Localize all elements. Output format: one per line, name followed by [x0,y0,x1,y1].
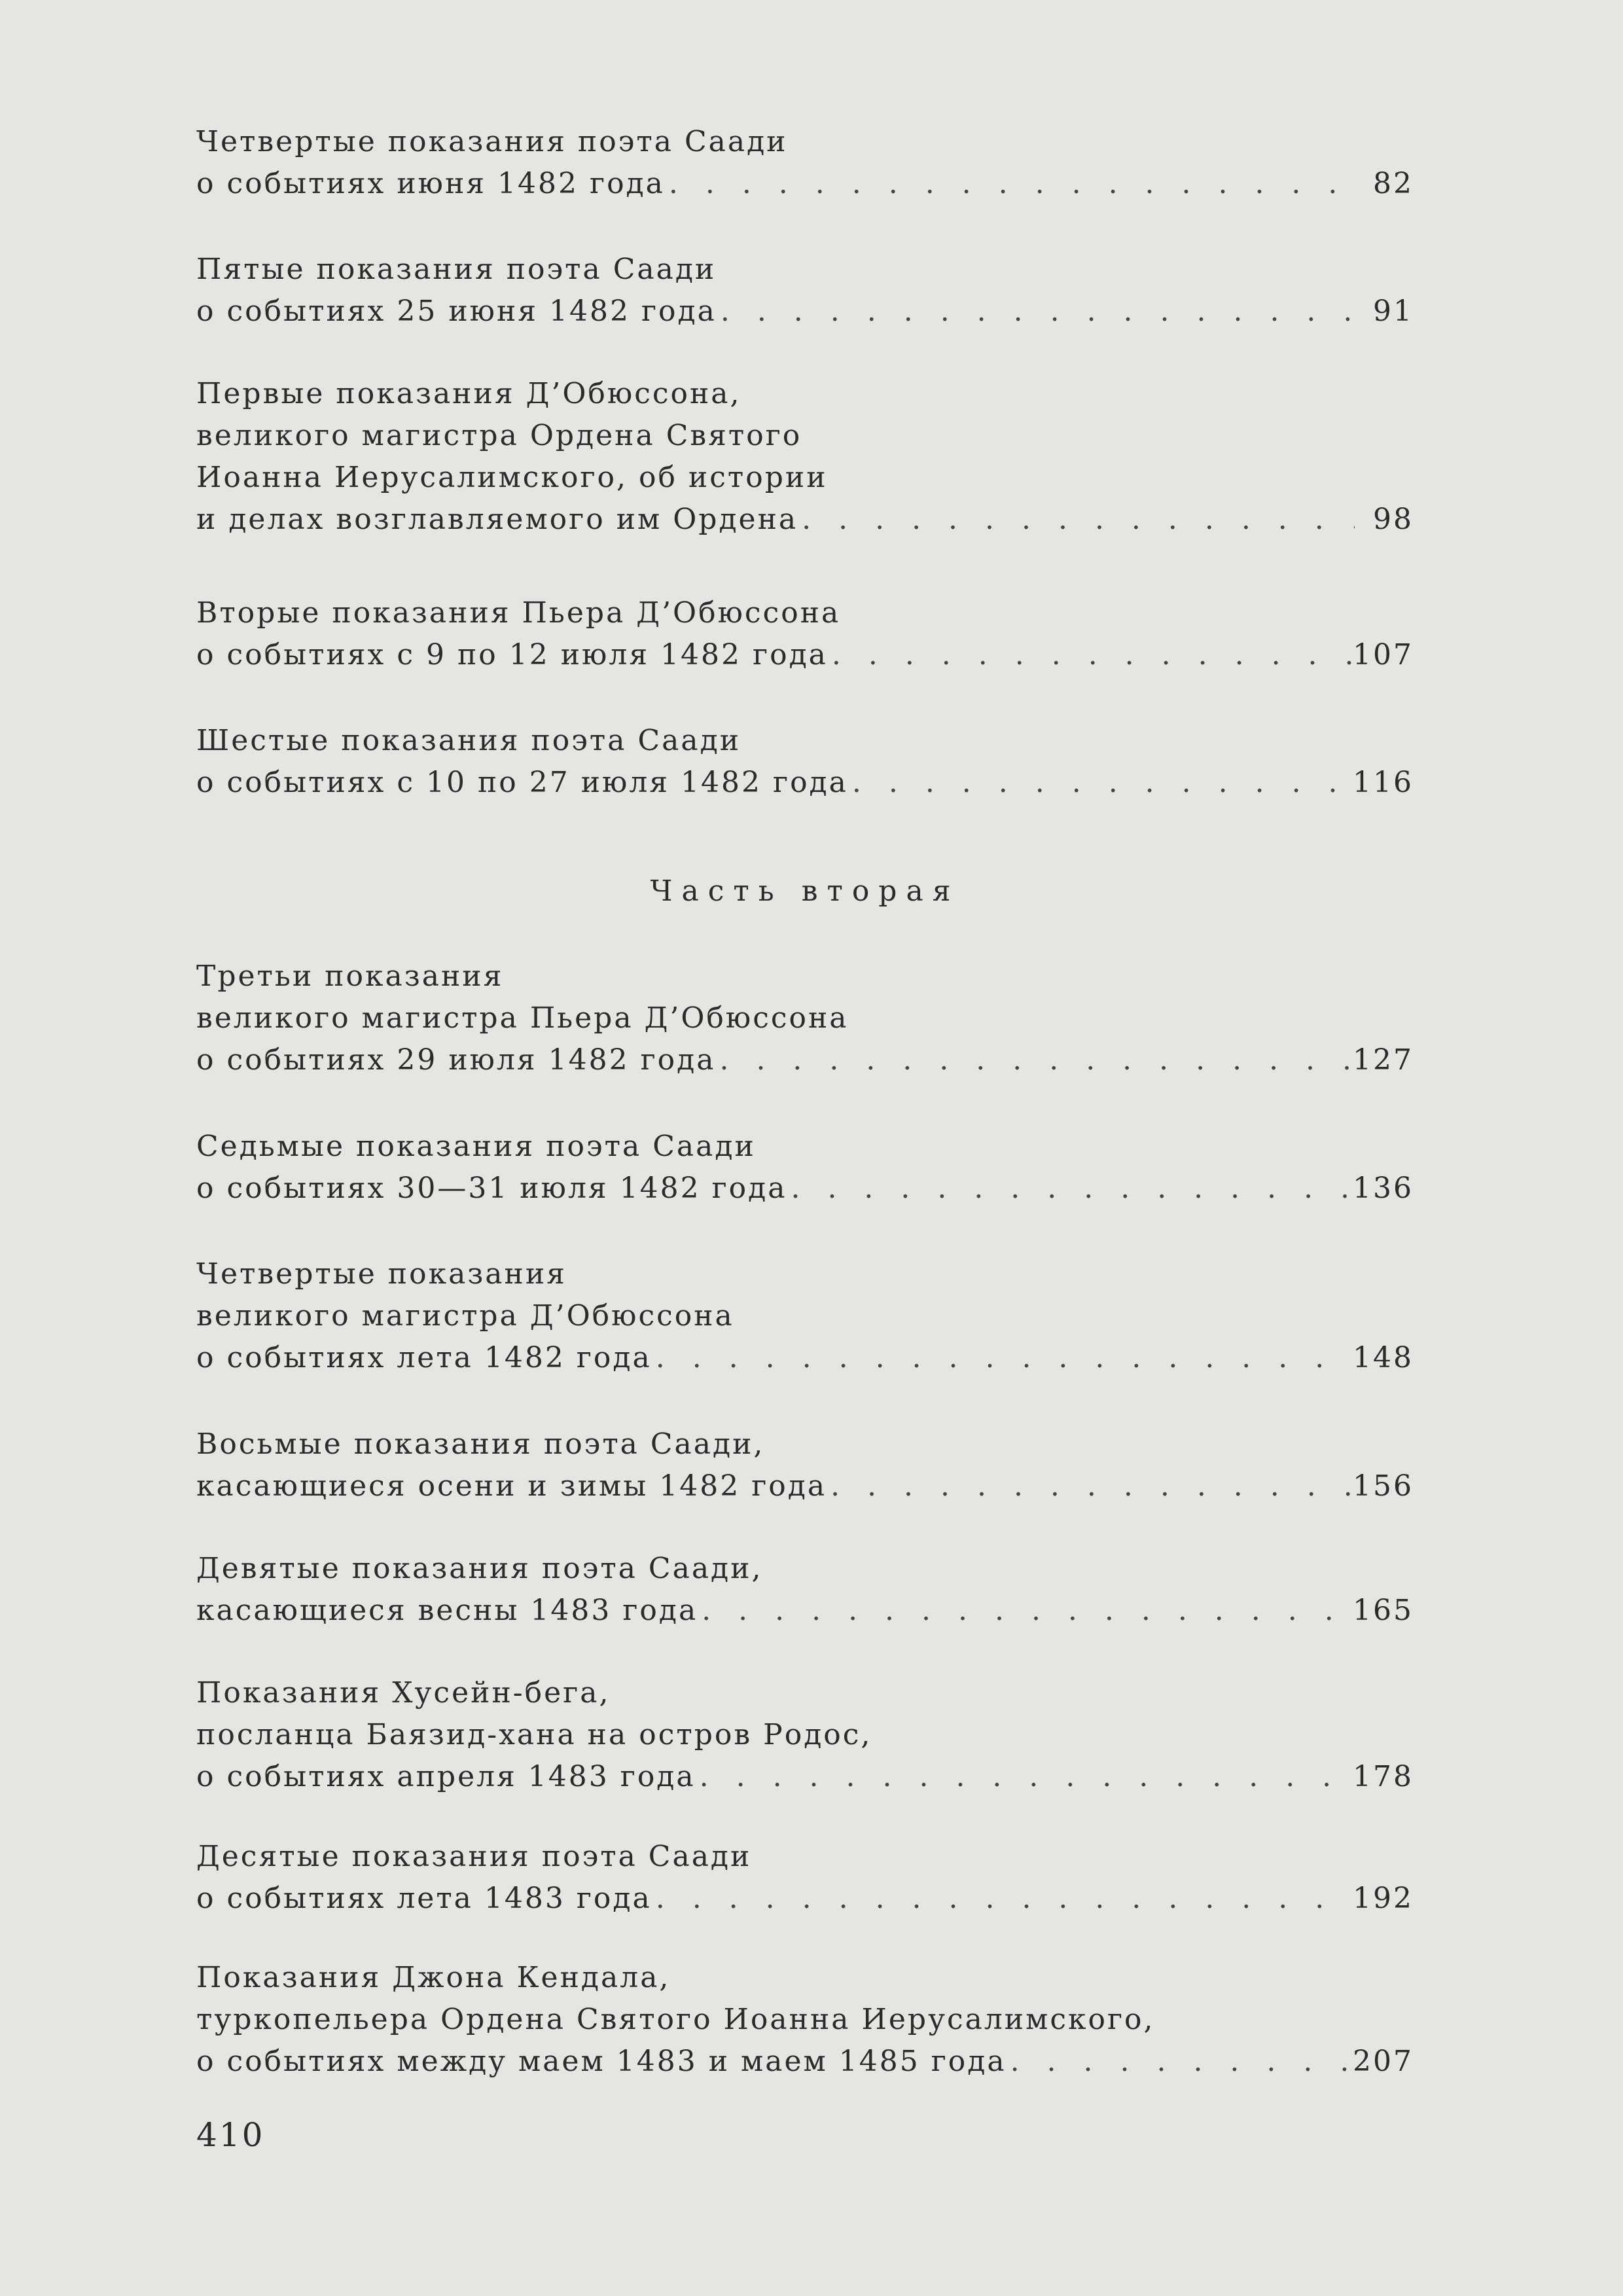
dot-leader [787,1168,1353,1210]
toc-entry-last-line [196,1039,1414,1081]
toc-page-number: 148 [1353,1341,1414,1374]
toc-entry [196,1424,1414,1507]
toc-entry-subtitle: о событиях лета 1482 года [196,1341,652,1374]
toc-entry-title-line: Шестые показания поэта Саади [196,724,741,757]
toc-entry-subtitle: касающиеся осени и зимы 1482 года [196,1469,827,1503]
toc-entry-title-line: Девятые показания поэта Саади, [196,1552,763,1585]
toc-page-number: 136 [1353,1172,1414,1205]
toc-entry [196,956,1414,1081]
toc-entry-subtitle: о событиях 29 июля 1482 года [196,1043,716,1077]
toc-entry [196,592,1414,676]
dot-leader [696,1756,1353,1798]
toc-entry-title-line: Третьи показания [196,960,504,993]
toc-entry-last-line [196,2041,1414,2083]
toc-page-number: 107 [1353,638,1414,672]
toc-page-number: 178 [1353,1760,1414,1793]
toc-entry-last-line [196,163,1414,205]
dot-leader [827,1465,1353,1507]
toc-entry-title-line: Показания Джона Кендала, [196,1961,671,1994]
toc-entry-title-line: Первые показания Д’Обюссона, [196,377,741,410]
toc-entry-subtitle: о событиях с 10 по 27 июля 1482 года [196,766,848,799]
toc-entry-last-line [196,1878,1414,1920]
toc-entry-last-line [196,634,1414,676]
toc-entry-subtitle: о событиях апреля 1483 года [196,1760,696,1793]
section-title: Часть вторая [650,874,960,908]
toc-page-number: 165 [1353,1594,1414,1627]
toc-page-number: 116 [1353,766,1414,799]
toc-page-number: 82 [1373,167,1414,200]
toc-entry [196,1957,1414,2083]
dot-leader [1007,2041,1353,2083]
dot-leader [828,634,1353,676]
toc-entry [196,373,1414,541]
toc-entry-title-line: Показания Хусейн-бега, [196,1676,611,1710]
toc-entry-title-line: Иоанна Иерусалимского, об истории [196,461,828,494]
dot-leader [698,1590,1353,1632]
footer-page-number: 410 [196,2116,265,2154]
toc-entry-last-line [196,1465,1414,1507]
toc-page-number: 207 [1353,2045,1414,2078]
toc-entry-subtitle: о событиях 30—31 июля 1482 года [196,1172,787,1205]
toc-page-number: 156 [1353,1469,1414,1503]
toc-entry [196,1836,1414,1920]
dot-leader [848,762,1353,804]
toc-page-number: 127 [1353,1043,1414,1077]
toc-entry-subtitle: о событиях 25 июня 1482 года [196,295,717,328]
toc-entry-subtitle: и делах возглавляемого им Ордена [196,503,798,536]
toc-entry-title-line: Четвертые показания поэта Саади [196,125,788,158]
toc-entry-last-line [196,1168,1414,1210]
dot-leader [652,1878,1353,1920]
toc-page-number: 192 [1353,1882,1414,1915]
toc-entry [196,1253,1414,1379]
toc-entry [196,1126,1414,1210]
toc-entry-title-line: Четвертые показания [196,1257,567,1291]
toc-entry [196,1672,1414,1798]
toc-entry [196,720,1414,804]
toc-entry-title-line: Десятые показания поэта Саади [196,1840,752,1873]
toc-page-number: 98 [1373,503,1414,536]
toc-entry-title-line: Пятые показания поэта Саади [196,253,717,286]
toc-entry [196,1548,1414,1632]
toc-entry [196,121,1414,205]
toc-entry-title-line: посланца Баязид-хана на остров Родос, [196,1718,872,1751]
toc-entry-subtitle: о событиях июня 1482 года [196,167,665,200]
toc-entry-last-line [196,762,1414,804]
toc-entry-last-line [196,1590,1414,1632]
toc-entry-title-line: Вторые показания Пьера Д’Обюссона [196,596,841,630]
toc-entry-subtitle: о событиях с 9 по 12 июля 1482 года [196,638,828,672]
toc-entry-last-line [196,499,1414,541]
toc-entry-subtitle: касающиеся весны 1483 года [196,1594,698,1627]
toc-entry-title-line: великого магистра Ордена Святого [196,419,802,452]
toc-entry-title-line: Седьмые показания поэта Саади [196,1130,756,1163]
toc-entry-last-line [196,291,1414,332]
toc-entry-subtitle: о событиях между маем 1483 и маем 1485 года [196,2045,1007,2078]
dot-leader [715,1039,1353,1081]
toc-entry-title-line: великого магистра Пьера Д’Обюссона [196,1001,849,1035]
dot-leader [665,163,1355,205]
toc-entry-title-line: Восьмые показания поэта Саади, [196,1427,765,1461]
toc-entry-subtitle: о событиях лета 1483 года [196,1882,652,1915]
toc-page-number: 91 [1373,295,1414,328]
dot-leader [717,291,1355,332]
toc-entry-title-line: великого магистра Д’Обюссона [196,1299,734,1333]
toc-entry [196,249,1414,332]
dot-leader [798,499,1355,541]
toc-entry-title-line: туркопельера Ордена Святого Иоанна Иерусалимского, [196,2003,1155,2036]
toc-entry-last-line [196,1756,1414,1798]
dot-leader [652,1337,1353,1379]
toc-entry-last-line [196,1337,1414,1379]
